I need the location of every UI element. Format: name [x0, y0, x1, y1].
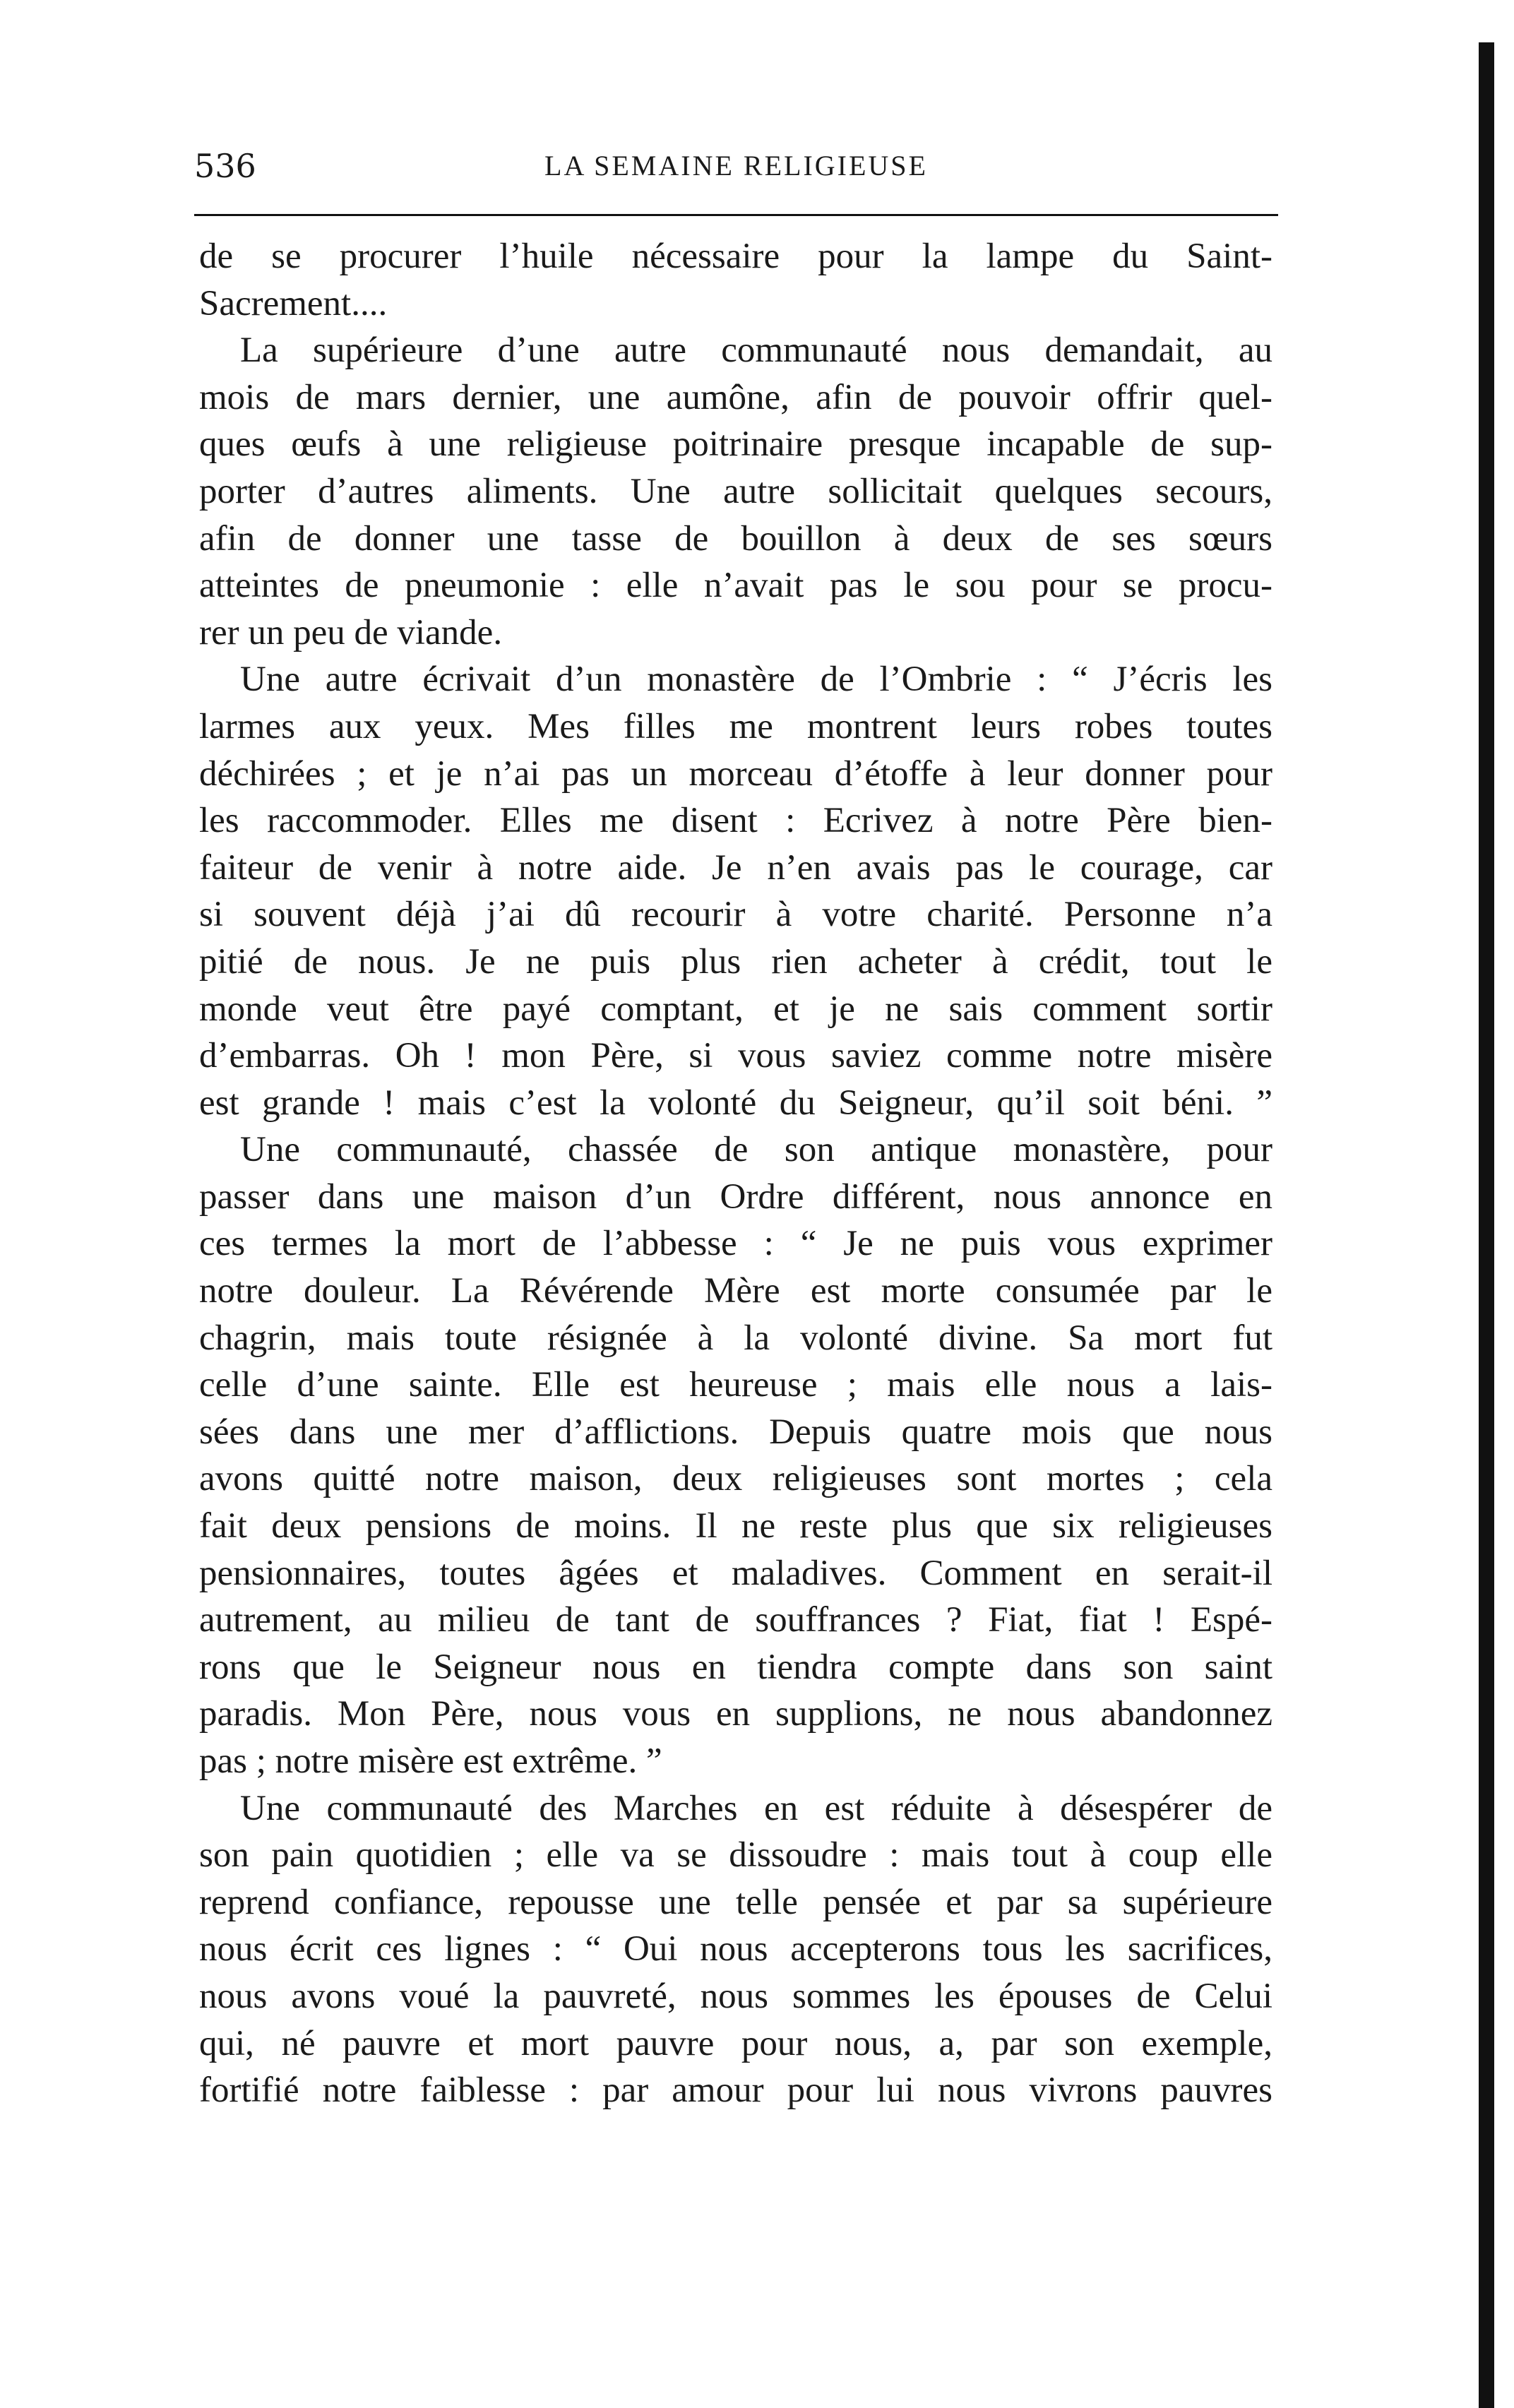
text-line: reprend confiance, repousse une telle pensée et par sa supérieure [199, 1882, 1272, 1922]
body-text [199, 233, 1272, 2114]
text-line: autrement, au milieu de tant de souffrances ? Fiat, fiat ! Espé- [199, 1600, 1272, 1640]
text-line: fortifié notre faiblesse : par amour pour lui nous vivrons pauvres [199, 2070, 1272, 2111]
text-line: Une communauté des Marches en est réduite à désespérer de [240, 1788, 1272, 1828]
text-line: notre douleur. La Révérende Mère est morte consumée par le [199, 1271, 1272, 1311]
text-line: nous avons voué la pauvreté, nous sommes les épouses de Celui [199, 1976, 1272, 2016]
text-line: faiteur de venir à notre aide. Je n’en avais pas le courage, car [199, 847, 1272, 888]
text-line: Une communauté, chassée de son antique monastère, pour [240, 1130, 1272, 1170]
text-line: avons quitté notre maison, deux religieuses sont mortes ; cela [199, 1459, 1272, 1499]
text-line: mois de mars dernier, une aumône, afin de pouvoir offrir quel- [199, 377, 1272, 417]
text-line: est grande ! mais c’est la volonté du Seigneur, qu’il soit béni. ” [199, 1083, 1272, 1123]
text-line: pensionnaires, toutes âgées et maladives. Comment en serait-il [199, 1553, 1272, 1593]
text-line: déchirées ; et je n’ai pas un morceau d’étoffe à leur donner pour [199, 753, 1272, 794]
text-line: paradis. Mon Père, nous vous en supplions, ne nous abandonnez [199, 1694, 1272, 1734]
text-line: son pain quotidien ; elle va se dissoudre : mais tout à coup elle [199, 1835, 1272, 1876]
text-line: passer dans une maison d’un Ordre différent, nous annonce en [199, 1176, 1272, 1217]
text-line: pitié de nous. Je ne puis plus rien acheter à crédit, tout le [199, 941, 1272, 982]
text-line: celle d’une sainte. Elle est heureuse ; mais elle nous a lais- [199, 1365, 1272, 1405]
text-line: chagrin, mais toute résignée à la volonté divine. Sa mort fut [199, 1318, 1272, 1358]
text-line: fait deux pensions de moins. Il ne reste plus que six religieuses [199, 1506, 1272, 1546]
text-line: si souvent déjà j’ai dû recourir à votre charité. Personne n’a [199, 895, 1272, 935]
text-line: porter d’autres aliments. Une autre sollicitait quelques secours, [199, 471, 1272, 511]
header-rule [194, 214, 1278, 216]
text-line: larmes aux yeux. Mes filles me montrent leurs robes toutes [199, 706, 1272, 746]
text-line: nous écrit ces lignes : “ Oui nous accepterons tous les sacrifices, [199, 1929, 1272, 1969]
text-line: Une autre écrivait d’un monastère de l’Ombrie : “ J’écris les [240, 660, 1272, 700]
text-line: atteintes de pneumonie : elle n’avait pas le sou pour se procu- [199, 566, 1272, 606]
text-line: rer un peu de viande. [199, 612, 503, 652]
text-line: afin de donner une tasse de bouillon à deux de ses sœurs [199, 518, 1272, 559]
text-line: de se procurer l’huile nécessaire pour la lampe du Saint- [199, 237, 1272, 276]
text-line: rons que le Seigneur nous en tiendra compte dans son saint [199, 1647, 1272, 1687]
text-line: Sacrement.... [199, 283, 388, 323]
text-line: ques œufs à une religieuse poitrinaire presque incapable de sup- [199, 424, 1272, 465]
page-header [194, 141, 1278, 191]
running-title: LA SEMAINE RELIGIEUSE [544, 150, 928, 181]
page-edge-bar [1479, 42, 1494, 2408]
page-number: 536 [194, 147, 256, 185]
text-line: La supérieure d’une autre communauté nous demandait, au [240, 330, 1272, 371]
text-line: monde veut être payé comptant, et je ne sais comment sortir [199, 989, 1272, 1029]
text-line: sées dans une mer d’afflictions. Depuis quatre mois que nous [199, 1412, 1272, 1452]
text-line: qui, né pauvre et mort pauvre pour nous, a, par son exemple, [199, 2023, 1272, 2063]
text-line: pas ; notre misère est extrême. ” [199, 1741, 662, 1781]
text-line: d’embarras. Oh ! mon Père, si vous saviez comme notre misère [199, 1036, 1272, 1076]
text-line: les raccommoder. Elles me disent : Ecrivez à notre Père bien- [199, 801, 1272, 841]
text-line: ces termes la mort de l’abbesse : “ Je ne puis vous exprimer [199, 1224, 1272, 1264]
